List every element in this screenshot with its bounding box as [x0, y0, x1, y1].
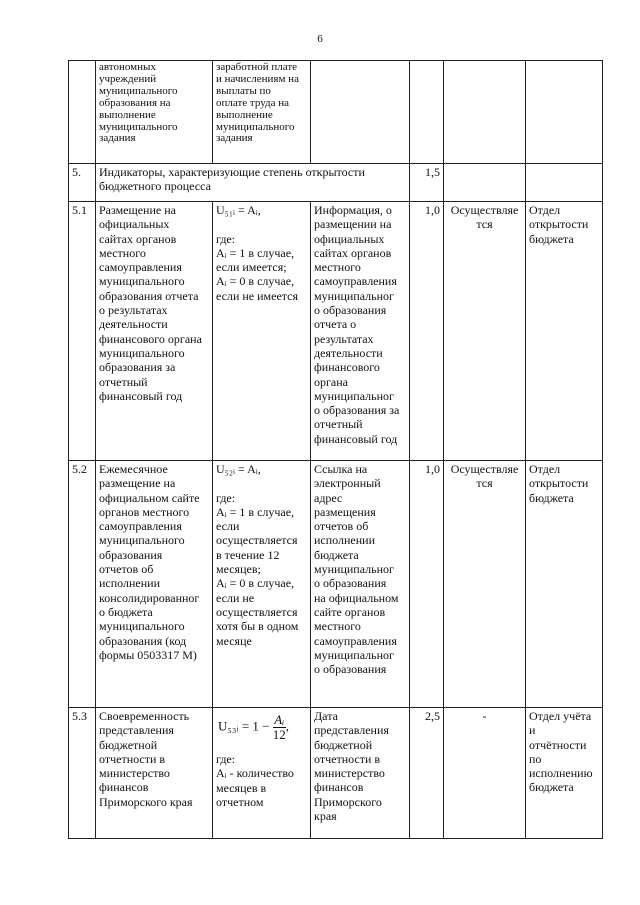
source-cell	[311, 708, 410, 839]
formula-explanation	[216, 752, 307, 809]
cell-line: задания	[99, 132, 136, 145]
threshold-cell	[444, 461, 526, 708]
cell-line: представления	[314, 723, 389, 738]
cell-line: сайте органов	[314, 604, 386, 619]
cell-line: сайтах органов	[99, 231, 177, 246]
cell-line: оплате труда на	[216, 96, 290, 109]
cell-line: по	[529, 751, 542, 766]
cell-line: Осуществляе	[450, 203, 519, 217]
cell-line: заработной плате	[216, 61, 298, 73]
cell-line: органов местного	[99, 504, 190, 519]
cell-line: результатах	[314, 331, 374, 346]
cell-line: месяцев в	[216, 780, 267, 795]
cell-line: отчета о	[314, 317, 357, 332]
source-cell	[311, 61, 410, 164]
cell-line: самоуправления	[99, 519, 182, 534]
cell-line: отчетный	[99, 374, 148, 389]
row-number: 5.2	[69, 461, 96, 708]
threshold-cell	[444, 708, 526, 839]
cell-line: представления	[99, 723, 174, 738]
cell-line: если	[216, 519, 240, 534]
cell-line: муниципальног	[314, 562, 394, 577]
responsible-cell	[526, 202, 603, 461]
cell-line: Aᵢ = 1 в случае,	[216, 245, 295, 260]
cell-line: осуществляется	[216, 604, 298, 619]
cell-line: деятельности	[99, 317, 168, 332]
cell-line: официальных	[99, 217, 170, 232]
cell-line: деятельности	[314, 345, 383, 360]
cell-line: муниципальног	[314, 388, 394, 403]
cell-line: бюджета	[529, 490, 574, 505]
cell-line: бюджета	[529, 231, 574, 246]
threshold-cell	[444, 61, 526, 164]
cell-line: образования отчета	[99, 288, 199, 303]
cell-line: местного	[99, 245, 146, 260]
row-number: 5.1	[69, 202, 96, 461]
cell-line: местного	[314, 260, 361, 275]
weight-cell: 1,5	[410, 164, 444, 202]
row-number: 5.	[69, 164, 96, 202]
source-cell	[311, 202, 410, 461]
table-row	[69, 164, 603, 202]
cell-line: бюджетной	[99, 737, 158, 752]
table-row	[69, 202, 603, 461]
formula-expression	[218, 713, 307, 742]
cell-line: U₅₁ᵢ = Aᵢ,	[216, 203, 261, 217]
formula-cell	[213, 708, 311, 839]
cell-line: размещение на	[99, 476, 176, 491]
cell-line: осуществляется	[216, 533, 298, 548]
cell-line: Отдел	[529, 462, 561, 476]
source-cell	[311, 461, 410, 708]
cell-line: Индикаторы, характеризующие степень открытости	[99, 165, 365, 179]
cell-line: Ссылка на	[314, 462, 368, 476]
cell-line: месяце	[216, 633, 252, 648]
formula-denominator: 12	[272, 727, 286, 742]
cell-line: в течение 12	[216, 547, 280, 562]
indicator-name	[96, 708, 213, 839]
cell-line: Своевременность	[99, 709, 190, 723]
cell-line: и	[529, 723, 536, 738]
cell-line: муниципального	[216, 120, 295, 133]
responsible-cell	[526, 164, 603, 202]
cell-line: финансовый год	[314, 431, 398, 446]
cell-line: образования	[99, 547, 163, 562]
cell-line: если имеется;	[216, 260, 287, 275]
cell-line: адрес	[314, 490, 343, 505]
weight-cell: 2,5	[410, 708, 444, 839]
cell-line: министерство	[99, 766, 170, 781]
cell-line: открытости	[529, 217, 589, 232]
weight-cell: 1,0	[410, 461, 444, 708]
table-row	[69, 61, 603, 164]
cell-line: отчетов об	[99, 562, 154, 577]
cell-line: на официальном	[314, 590, 399, 605]
cell-line: министерство	[314, 766, 385, 781]
threshold-cell	[444, 164, 526, 202]
cell-line: муниципального	[99, 345, 185, 360]
cell-line: отчетности в	[99, 751, 166, 766]
row-number: 5.3	[69, 708, 96, 839]
cell-line: Дата	[314, 709, 338, 723]
cell-line	[216, 476, 307, 490]
cell-line: открытости	[529, 476, 589, 491]
cell-line: выполнение	[99, 108, 156, 121]
cell-line: бюджета	[529, 780, 574, 795]
cell-line: Размещение на	[99, 203, 176, 217]
table-row	[69, 708, 603, 839]
cell-line: задания	[216, 132, 253, 145]
cell-line: -	[482, 709, 487, 723]
cell-line: учреждений	[99, 72, 157, 85]
cell-line: местного	[314, 619, 361, 634]
cell-line: Приморского	[314, 794, 382, 809]
cell-line: Приморского края	[99, 794, 193, 809]
cell-line: размещении на	[314, 217, 392, 232]
cell-line: U₅₂ᵢ = Aᵢ,	[216, 462, 261, 476]
cell-line: о образования за	[314, 403, 400, 418]
cell-line: выплаты по	[216, 84, 271, 97]
cell-line: финансового	[314, 360, 380, 375]
cell-line: Осуществляе	[450, 462, 519, 476]
cell-line: исполнению	[529, 766, 593, 781]
cell-line: муниципального	[99, 84, 178, 97]
cell-line: образования на	[99, 96, 171, 109]
indicator-name	[96, 461, 213, 708]
section-title	[96, 164, 410, 202]
cell-line: тся	[476, 476, 493, 491]
cell-line: Aᵢ = 0 в случае,	[216, 576, 295, 591]
cell-line: о бюджета	[99, 604, 153, 619]
formula-cell	[213, 61, 311, 164]
cell-line: отчетности в	[314, 751, 381, 766]
cell-line: самоуправления	[314, 633, 397, 648]
cell-line: электронный	[314, 476, 381, 491]
cell-line: края	[314, 809, 337, 824]
responsible-cell	[526, 61, 603, 164]
cell-line: органа	[314, 374, 348, 389]
cell-line: отчетном	[216, 794, 264, 809]
cell-line: тся	[476, 217, 493, 232]
cell-line: официальном сайте	[99, 490, 200, 505]
cell-line: самоуправления	[99, 260, 182, 275]
cell-line: муниципального	[99, 120, 178, 133]
cell-line: консолидированног	[99, 590, 200, 605]
formula-fraction	[273, 713, 286, 742]
formula-numerator: Aᵢ	[274, 712, 285, 727]
cell-line: бюджета	[314, 547, 359, 562]
cell-line: о результатах	[99, 303, 168, 318]
cell-line: Ежемесячное	[99, 462, 168, 476]
formula-main: U₅₃ᵢ = 1 −	[218, 718, 270, 734]
cell-line: муниципальног	[314, 288, 394, 303]
threshold-cell	[444, 202, 526, 461]
cell-line: самоуправления	[314, 274, 397, 289]
cell-line: исполнении	[314, 533, 376, 548]
cell-line: размещения	[314, 504, 376, 519]
cell-line: муниципальног	[314, 647, 394, 662]
cell-line: о образования	[314, 662, 387, 677]
formula-cell	[213, 202, 311, 461]
cell-line: Информация, о	[314, 203, 392, 217]
cell-line: муниципального	[99, 533, 185, 548]
cell-line: отчётности	[529, 737, 587, 752]
cell-line: где:	[216, 490, 236, 505]
cell-line: месяцев;	[216, 562, 261, 577]
cell-line: муниципального	[99, 619, 185, 634]
cell-line: если не имеется	[216, 288, 299, 303]
cell-line: финансов	[314, 780, 364, 795]
cell-line	[216, 217, 307, 231]
responsible-cell	[526, 708, 603, 839]
cell-line: исполнении	[99, 576, 161, 591]
page-number: 6	[317, 33, 323, 45]
cell-line: образования (код	[99, 633, 187, 648]
cell-line: муниципального	[99, 274, 185, 289]
cell-line: официальных	[314, 231, 385, 246]
cell-line: о образования	[314, 303, 387, 318]
weight-cell	[410, 61, 444, 164]
indicators-table	[68, 60, 603, 839]
cell-line: бюджетной	[314, 737, 373, 752]
cell-line: отчетов об	[314, 519, 369, 534]
cell-line: Aᵢ - количество	[216, 766, 294, 781]
cell-line: образования за	[99, 360, 176, 375]
cell-line: и начислениям на	[216, 72, 299, 85]
cell-line: финансовый год	[99, 388, 183, 403]
cell-line: финансового органа	[99, 331, 202, 346]
weight-cell: 1,0	[410, 202, 444, 461]
cell-line: формы 0503317 М)	[99, 647, 197, 662]
cell-line: автономных	[99, 61, 156, 73]
formula-suffix: ,	[285, 718, 289, 734]
cell-line: хотя бы в одном	[216, 619, 299, 634]
cell-line: Отдел	[529, 203, 561, 217]
cell-line: сайтах органов	[314, 245, 392, 260]
cell-line: отчетный	[314, 417, 363, 432]
cell-line: выполнение	[216, 108, 273, 121]
cell-line: бюджетного процесса	[99, 179, 211, 194]
cell-line: Aᵢ = 0 в случае,	[216, 274, 295, 289]
indicator-name	[96, 61, 213, 164]
formula-cell	[213, 461, 311, 708]
cell-line: где:	[216, 752, 236, 766]
row-number	[69, 61, 96, 164]
cell-line: финансов	[99, 780, 149, 795]
responsible-cell	[526, 461, 603, 708]
cell-line: о образования	[314, 576, 387, 591]
table-row	[69, 461, 603, 708]
cell-line: Aᵢ = 1 в случае,	[216, 504, 295, 519]
cell-line: Отдел учёта	[529, 709, 592, 723]
indicator-name	[96, 202, 213, 461]
cell-line: где:	[216, 231, 236, 246]
cell-line: если не	[216, 590, 255, 605]
